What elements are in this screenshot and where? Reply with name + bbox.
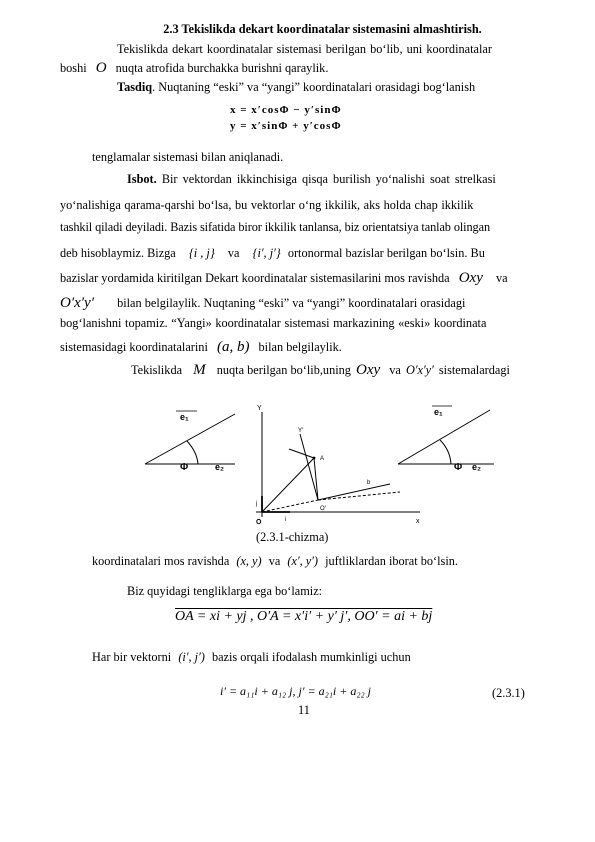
y-prime-label: Y′ (298, 428, 304, 434)
a-projection (289, 449, 314, 458)
isbot-line-8: sistemasidagi koordinatalarini (a, b) bilan belgilaylik. (60, 339, 342, 355)
after-formula-text: tenglamalar sistemasi bilan aniqlanadi. (92, 150, 284, 164)
new-basis: (i′, j′) (178, 650, 205, 664)
basis-expression-line: Har bir vektorni (i′, j′) bazis orqali ifodalash mumkinligi uchun (92, 650, 411, 664)
origin-label: O (256, 519, 262, 526)
center-coords: (a, b) (216, 339, 250, 355)
basis-new: {i′, j′} (252, 246, 281, 260)
x-axis-label: x (416, 518, 420, 525)
isbot-line-5: bazislar yordamida kiritilgan Dekart koordinatalar sistemasilarini mos ravishda Oxy va (60, 270, 508, 286)
equation-number: (2.3.1) (492, 686, 525, 700)
system-oxy-prime-2: O′x′y′ (405, 363, 434, 377)
y-axis-label: Y (257, 405, 262, 412)
o-prime-label: O′ (320, 506, 326, 512)
oo-prime-vector (262, 500, 318, 512)
intro-line-2: boshi O nuqta atrofida burchakka burishni qaraylik. (60, 60, 329, 76)
b-label: b (367, 480, 371, 486)
coords-line: koordinatalari mos ravishda (x, y) va (x′, y′) juftliklardan iborat bo‘lsin. (92, 554, 458, 568)
isbot-line-4: deb hisoblaymiz. Bizga {i , j} va {i′, j′} ortonormal bazislar berilgan bo‘lsin. Bu (60, 246, 485, 260)
section-title: 2.3 Tekislikda dekart koordinatalar sistemasini almashtirish. (163, 22, 482, 36)
isbot-line-2: yo‘nalishiga qarama-qarshi bo‘lsa, bu vektorlar o‘ng ikkilik, aks holda chap ikkilik (60, 198, 474, 212)
rotation-formula-row-1: x = x′cosΦ − y′sinΦ (230, 104, 342, 116)
right-e1-label: e₁ (434, 407, 443, 417)
j-label: j (256, 501, 258, 507)
i-label: i (285, 517, 287, 523)
isbot-line-9: Tekislikda M nuqta berilgan bo‘lib,uning Oxy va O′x′y′ sistemalardagi (131, 362, 510, 378)
left-phi-arc (187, 441, 198, 464)
coordinate-figure (0, 392, 595, 542)
isbot-line-7: bog‘lanishni topamiz. “Yangi» koordinatalar sistemasi markazining «eski» koordinata (60, 316, 487, 330)
basis-old: {i , j} (188, 246, 215, 260)
tasdiq-label: Tasdiq (117, 80, 153, 94)
dashed-guide (318, 492, 400, 500)
system-oxy: Oxy (458, 270, 483, 286)
isbot-line-1: Isbot. Bir vektordan ikkinchisiga qisqa burilish yo‘nalishi soat strelkasi (127, 172, 496, 186)
tasdiq-paragraph: Tasdiq. Nuqtaning “eski” va “yangi” koordinatalari orasidagi bog‘lanish (117, 80, 476, 94)
vector-equation: OA = xi + yj , O′A = x′i′ + y′ j′, OO′ = ai + bj (175, 609, 433, 624)
oa-vector (262, 458, 314, 512)
rotation-formula-row-2: y = x′sinΦ + y′cosΦ (230, 120, 342, 132)
old-coords: (x, y) (236, 554, 262, 568)
right-phi-arc (440, 440, 451, 464)
x-prime-axis (318, 484, 390, 500)
right-e1-line (398, 410, 490, 464)
basis-equation: i′ = a₁₁i + a₁₂ j, j′ = a₂₁i + a₂₂ j (220, 684, 372, 698)
left-phi-label: Φ (180, 462, 189, 473)
figure-caption: (2.3.1-chizma) (256, 530, 329, 544)
system-oxy-2: Oxy (356, 362, 381, 378)
isbot-label: Isbot. (127, 172, 157, 186)
left-e1-line (145, 414, 235, 464)
isbot-line-6: O′x′y′ bilan belgilaylik. Nuqtaning “eski” va “yangi” koordinatalari orasidagi (60, 295, 466, 311)
equalities-intro: Biz quyidagi tengliklarga ega bo‘lamiz: (127, 584, 323, 598)
page-number: 11 (298, 703, 310, 717)
new-coords: (x′, y′) (287, 554, 319, 568)
left-e2-label: e₂ (215, 462, 225, 472)
point-m: M (193, 362, 206, 378)
right-phi-label: Φ (454, 462, 463, 473)
intro-line-1: Tekislikda dekart koordinatalar sistemasi berilgan bo‘lib, uni koordinatalar (117, 42, 492, 56)
system-oxy-prime: O′x′y′ (60, 295, 94, 311)
right-e2-label: e₂ (472, 462, 482, 472)
isbot-line-3: tashkil qiladi deyiladi. Bazis sifatida biror ikkilik tanlansa, biz orientatsiya tanlab olingan (60, 220, 491, 234)
a-label: A (320, 456, 325, 462)
left-e1-label: e₁ (180, 412, 189, 422)
origin-symbol: O (95, 60, 107, 76)
